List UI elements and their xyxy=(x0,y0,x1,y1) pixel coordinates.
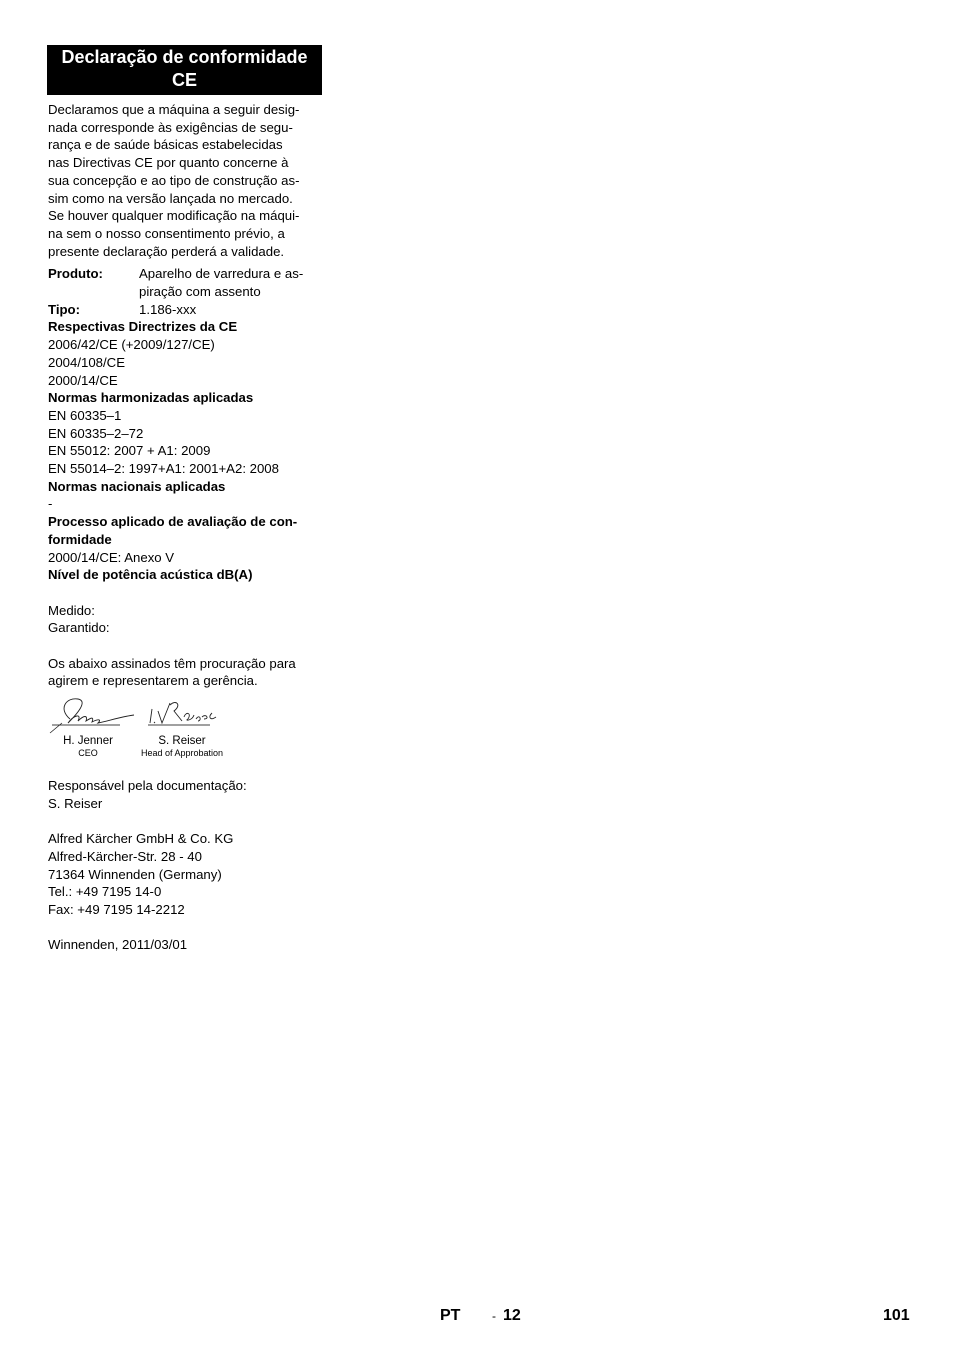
national-value: - xyxy=(48,496,53,512)
signatory-name: S. Reiser xyxy=(158,735,206,748)
spacer xyxy=(48,919,322,937)
product-value-line: Aparelho de varredura e as- xyxy=(139,266,304,282)
signature-block xyxy=(48,695,322,777)
title-line-1: Declaração de conformidade xyxy=(61,47,308,67)
documentation-name: S. Reiser xyxy=(48,795,103,811)
page-title xyxy=(47,45,322,95)
company-name: Alfred Kärcher GmbH & Co. KG xyxy=(48,831,234,847)
harmonized-item: EN 60335–2–72 xyxy=(48,425,144,441)
documentation-section xyxy=(48,777,322,954)
noise-heading: Nível de potência acústica dB(A) xyxy=(48,567,253,583)
intro-line: sim como na versão lançada no mercado. xyxy=(48,190,293,206)
measured-label: Medido: xyxy=(48,602,95,618)
handwritten-signature-icon xyxy=(48,695,138,735)
spec-section xyxy=(48,265,322,690)
signatories-intro-line: Os abaixo assinados têm procuração para xyxy=(48,655,296,671)
signatory-role: Head of Approbation xyxy=(140,748,224,759)
spacer xyxy=(48,584,322,602)
company-street: Alfred-Kärcher-Str. 28 - 40 xyxy=(48,848,202,864)
handwritten-signature-icon xyxy=(136,695,228,735)
signatories-intro-line: agirem e representarem a gerência. xyxy=(48,673,258,689)
intro-line: nada corresponde às exigências de segu- xyxy=(48,119,293,135)
national-heading: Normas nacionais aplicadas xyxy=(48,478,226,494)
type-row xyxy=(48,301,322,319)
signatory-name: H. Jenner xyxy=(63,735,113,748)
spacer xyxy=(48,813,322,831)
harmonized-heading: Normas harmonizadas aplicadas xyxy=(48,390,254,406)
signature-jenner xyxy=(48,695,128,759)
intro-line: rança e de saúde básicas estabelecidas xyxy=(48,137,283,153)
signatory-role: CEO xyxy=(78,748,98,759)
company-city: 71364 Winnenden (Germany) xyxy=(48,866,222,882)
process-value: 2000/14/CE: Anexo V xyxy=(48,549,175,565)
footer-dash: - xyxy=(492,1309,496,1323)
product-row xyxy=(48,265,322,300)
product-value xyxy=(139,265,322,300)
intro-line: Declaramos que a máquina a seguir desig- xyxy=(48,102,300,117)
company-tel: Tel.: +49 7195 14-0 xyxy=(48,884,162,900)
product-value-line: piração com assento xyxy=(139,284,261,300)
intro-paragraph xyxy=(48,101,322,260)
footer-language: PT xyxy=(440,1307,461,1324)
intro-line: nas Directivas CE por quanto concerne à xyxy=(48,155,289,171)
declaration-column xyxy=(48,45,322,954)
process-heading-line: formidade xyxy=(48,531,112,547)
intro-line: na sem o nosso consentimento prévio, a xyxy=(48,225,285,241)
type-label: Tipo: xyxy=(48,301,80,317)
title-line-2: CE xyxy=(171,70,197,90)
type-value: 1.186-xxx xyxy=(139,301,197,317)
place-date: Winnenden, 2011/03/01 xyxy=(48,937,188,953)
company-fax: Fax: +49 7195 14-2212 xyxy=(48,902,185,918)
process-heading-line: Processo aplicado de avaliação de con- xyxy=(48,514,298,530)
spacer xyxy=(48,637,322,655)
directives-heading: Respectivas Directrizes da CE xyxy=(48,319,238,335)
footer-page-number: 101 xyxy=(883,1307,910,1324)
footer-section-page: 12 xyxy=(503,1307,521,1324)
directive-item: 2000/14/CE xyxy=(48,372,118,388)
intro-line: sua concepção e ao tipo de construção as- xyxy=(48,172,300,188)
documentation-label: Responsável pela documentação: xyxy=(48,778,247,794)
harmonized-item: EN 55014–2: 1997+A1: 2001+A2: 2008 xyxy=(48,461,279,477)
signature-reiser xyxy=(136,695,228,759)
intro-line: presente declaração perderá a validade. xyxy=(48,243,285,259)
directive-item: 2004/108/CE xyxy=(48,354,125,370)
intro-line: Se houver qualquer modificação na máqui- xyxy=(48,208,300,224)
harmonized-item: EN 55012: 2007 + A1: 2009 xyxy=(48,443,211,459)
harmonized-item: EN 60335–1 xyxy=(48,407,122,423)
process-heading xyxy=(48,513,322,548)
product-label: Produto: xyxy=(48,266,103,282)
guaranteed-label: Garantido: xyxy=(48,620,110,636)
directive-item: 2006/42/CE (+2009/127/CE) xyxy=(48,337,215,353)
